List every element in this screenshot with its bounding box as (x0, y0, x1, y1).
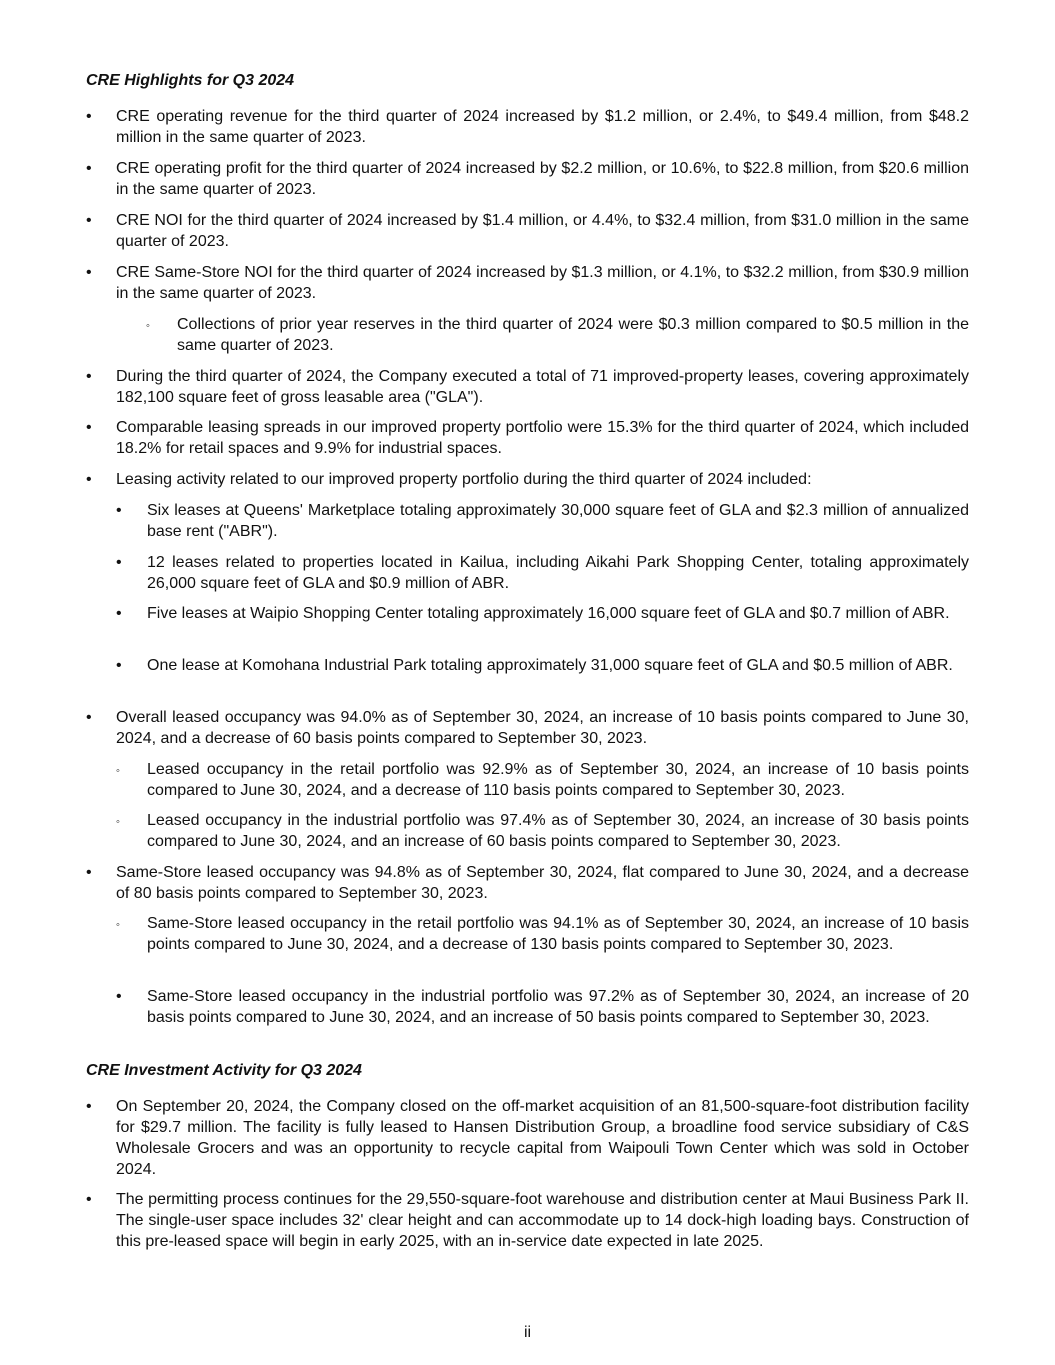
list-item (116, 603, 969, 624)
list-item-text: Same-Store leased occupancy in the industrial portfolio was 97.2% as of September 30, 2024, an increase of 20 basis points compared to June 30, 2024, and an increase of 50 basis points compared to September 30, 2023. (147, 988, 969, 1026)
list-item (116, 552, 969, 594)
list-item (86, 417, 969, 459)
list-item (86, 210, 969, 252)
bullet-marker: • (86, 419, 92, 436)
section-heading-investment: CRE Investment Activity for Q3 2024 (86, 1062, 362, 1079)
list-item-text: Leased occupancy in the industrial portfolio was 97.4% as of September 30, 2024, an increase of 30 basis points compared to June 30, 2024, and an increase of 60 basis points compared to September 30, 2023. (147, 812, 969, 850)
bullet-marker: • (86, 1098, 92, 1115)
list-item-text: Six leases at Queens' Marketplace totaling approximately 30,000 square feet of GLA and $2.3 million of annualized base rent ("ABR"). (147, 502, 969, 540)
list-item (86, 862, 969, 904)
list-item-text: CRE operating profit for the third quarter of 2024 increased by $2.2 million, or 10.6%, to $22.8 million, from $20.6 million in the same quarter of 2023. (116, 160, 969, 198)
list-item (86, 1189, 969, 1252)
list-item (86, 262, 969, 304)
list-item (86, 158, 969, 200)
section-heading-highlights: CRE Highlights for Q3 2024 (86, 72, 295, 89)
bullet-marker: • (86, 864, 92, 881)
list-item (116, 913, 969, 955)
bullet-marker: • (86, 212, 92, 229)
circle-bullet-marker: ◦ (116, 765, 120, 777)
list-item-text: Five leases at Waipio Shopping Center totaling approximately 16,000 square feet of GLA and $0.7 million of ABR. (147, 605, 950, 622)
bullet-marker: • (116, 988, 122, 1005)
list-item (86, 469, 969, 490)
list-item (146, 314, 969, 356)
list-item-text: 12 leases related to properties located in Kailua, including Aikahi Park Shopping Center, totaling approximately 26,000 square feet of GLA and $0.9 million of ABR. (147, 554, 969, 592)
list-item (86, 1096, 969, 1180)
circle-bullet-marker: ◦ (146, 320, 150, 332)
bullet-marker: • (116, 605, 122, 622)
bullet-marker: • (86, 1191, 92, 1208)
list-item-text: On September 20, 2024, the Company closed on the off-market acquisition of an 81,500-square-foot distribution facility for $29.7 million. The facility is fully leased to Hansen Distribution Group, a broadline food service subsidiary of C&S Wholesale Grocers and was an opportunity to recycle capital from Waipouli Town Center which was sold in October 2024. (116, 1098, 969, 1178)
bullet-marker: • (86, 108, 92, 125)
list-item (86, 707, 969, 749)
bullet-marker: • (86, 264, 92, 281)
bullet-marker: • (116, 554, 122, 571)
bullet-marker: • (86, 709, 92, 726)
list-item (86, 366, 969, 408)
list-item-text: CRE NOI for the third quarter of 2024 increased by $1.4 million, or 4.4%, to $32.4 million, from $31.0 million in the same quarter of 2023. (116, 212, 969, 250)
list-item (116, 500, 969, 542)
bullet-marker: • (86, 368, 92, 385)
list-item-text: Leased occupancy in the retail portfolio was 92.9% as of September 30, 2024, an increase of 10 basis points compared to June 30, 2024, and a decrease of 110 basis points compared to September 30, 2023. (147, 761, 969, 799)
list-item-text: CRE Same-Store NOI for the third quarter of 2024 increased by $1.3 million, or 4.1%, to $32.2 million, from $30.9 million in the same quarter of 2023. (116, 264, 969, 302)
list-item (116, 759, 969, 801)
list-item-text: CRE operating revenue for the third quarter of 2024 increased by $1.2 million, or 2.4%, to $49.4 million, from $48.2 million in the same quarter of 2023. (116, 108, 969, 146)
list-item (116, 810, 969, 852)
list-item-text: Leasing activity related to our improved property portfolio during the third quarter of 2024 included: (116, 471, 812, 488)
list-item (116, 655, 969, 676)
circle-bullet-marker: ◦ (116, 919, 120, 931)
list-item-text: The permitting process continues for the 29,550-square-foot warehouse and distribution center at Maui Business Park II. The single-user space includes 32' clear height and can accommodate up to 14 dock-high loading bays. Construction of this pre-leased space will begin in early 2025, with an in-service date expected in late 2025. (116, 1191, 969, 1250)
list-item-text: One lease at Komohana Industrial Park totaling approximately 31,000 square feet of GLA and $0.5 million of ABR. (147, 657, 953, 674)
circle-bullet-marker: ◦ (116, 816, 120, 828)
page-number: ii (523, 1324, 532, 1341)
list-item (116, 986, 969, 1028)
list-item-text: Same-Store leased occupancy was 94.8% as of September 30, 2024, flat compared to June 30, 2024, and a decrease of 80 basis points compared to September 30, 2023. (116, 864, 969, 902)
bullet-marker: • (116, 657, 122, 674)
bullet-marker: • (86, 471, 92, 488)
list-item-text: Same-Store leased occupancy in the retail portfolio was 94.1% as of September 30, 2024, an increase of 10 basis points compared to June 30, 2024, and a decrease of 130 basis points compared to September 30, 2023. (147, 915, 969, 953)
list-item (86, 106, 969, 148)
bullet-marker: • (116, 502, 122, 519)
bullet-marker: • (86, 160, 92, 177)
list-item-text: Overall leased occupancy was 94.0% as of September 30, 2024, an increase of 10 basis points compared to June 30, 2024, and a decrease of 60 basis points compared to September 30, 2023. (116, 709, 969, 747)
list-item-text: During the third quarter of 2024, the Company executed a total of 71 improved-property leases, covering approximately 182,100 square feet of gross leasable area ("GLA"). (116, 368, 969, 406)
list-item-text: Comparable leasing spreads in our improved property portfolio were 15.3% for the third quarter of 2024, which included 18.2% for retail spaces and 9.9% for industrial spaces. (116, 419, 969, 457)
list-item-text: Collections of prior year reserves in the third quarter of 2024 were $0.3 million compared to $0.5 million in the same quarter of 2023. (177, 316, 969, 354)
